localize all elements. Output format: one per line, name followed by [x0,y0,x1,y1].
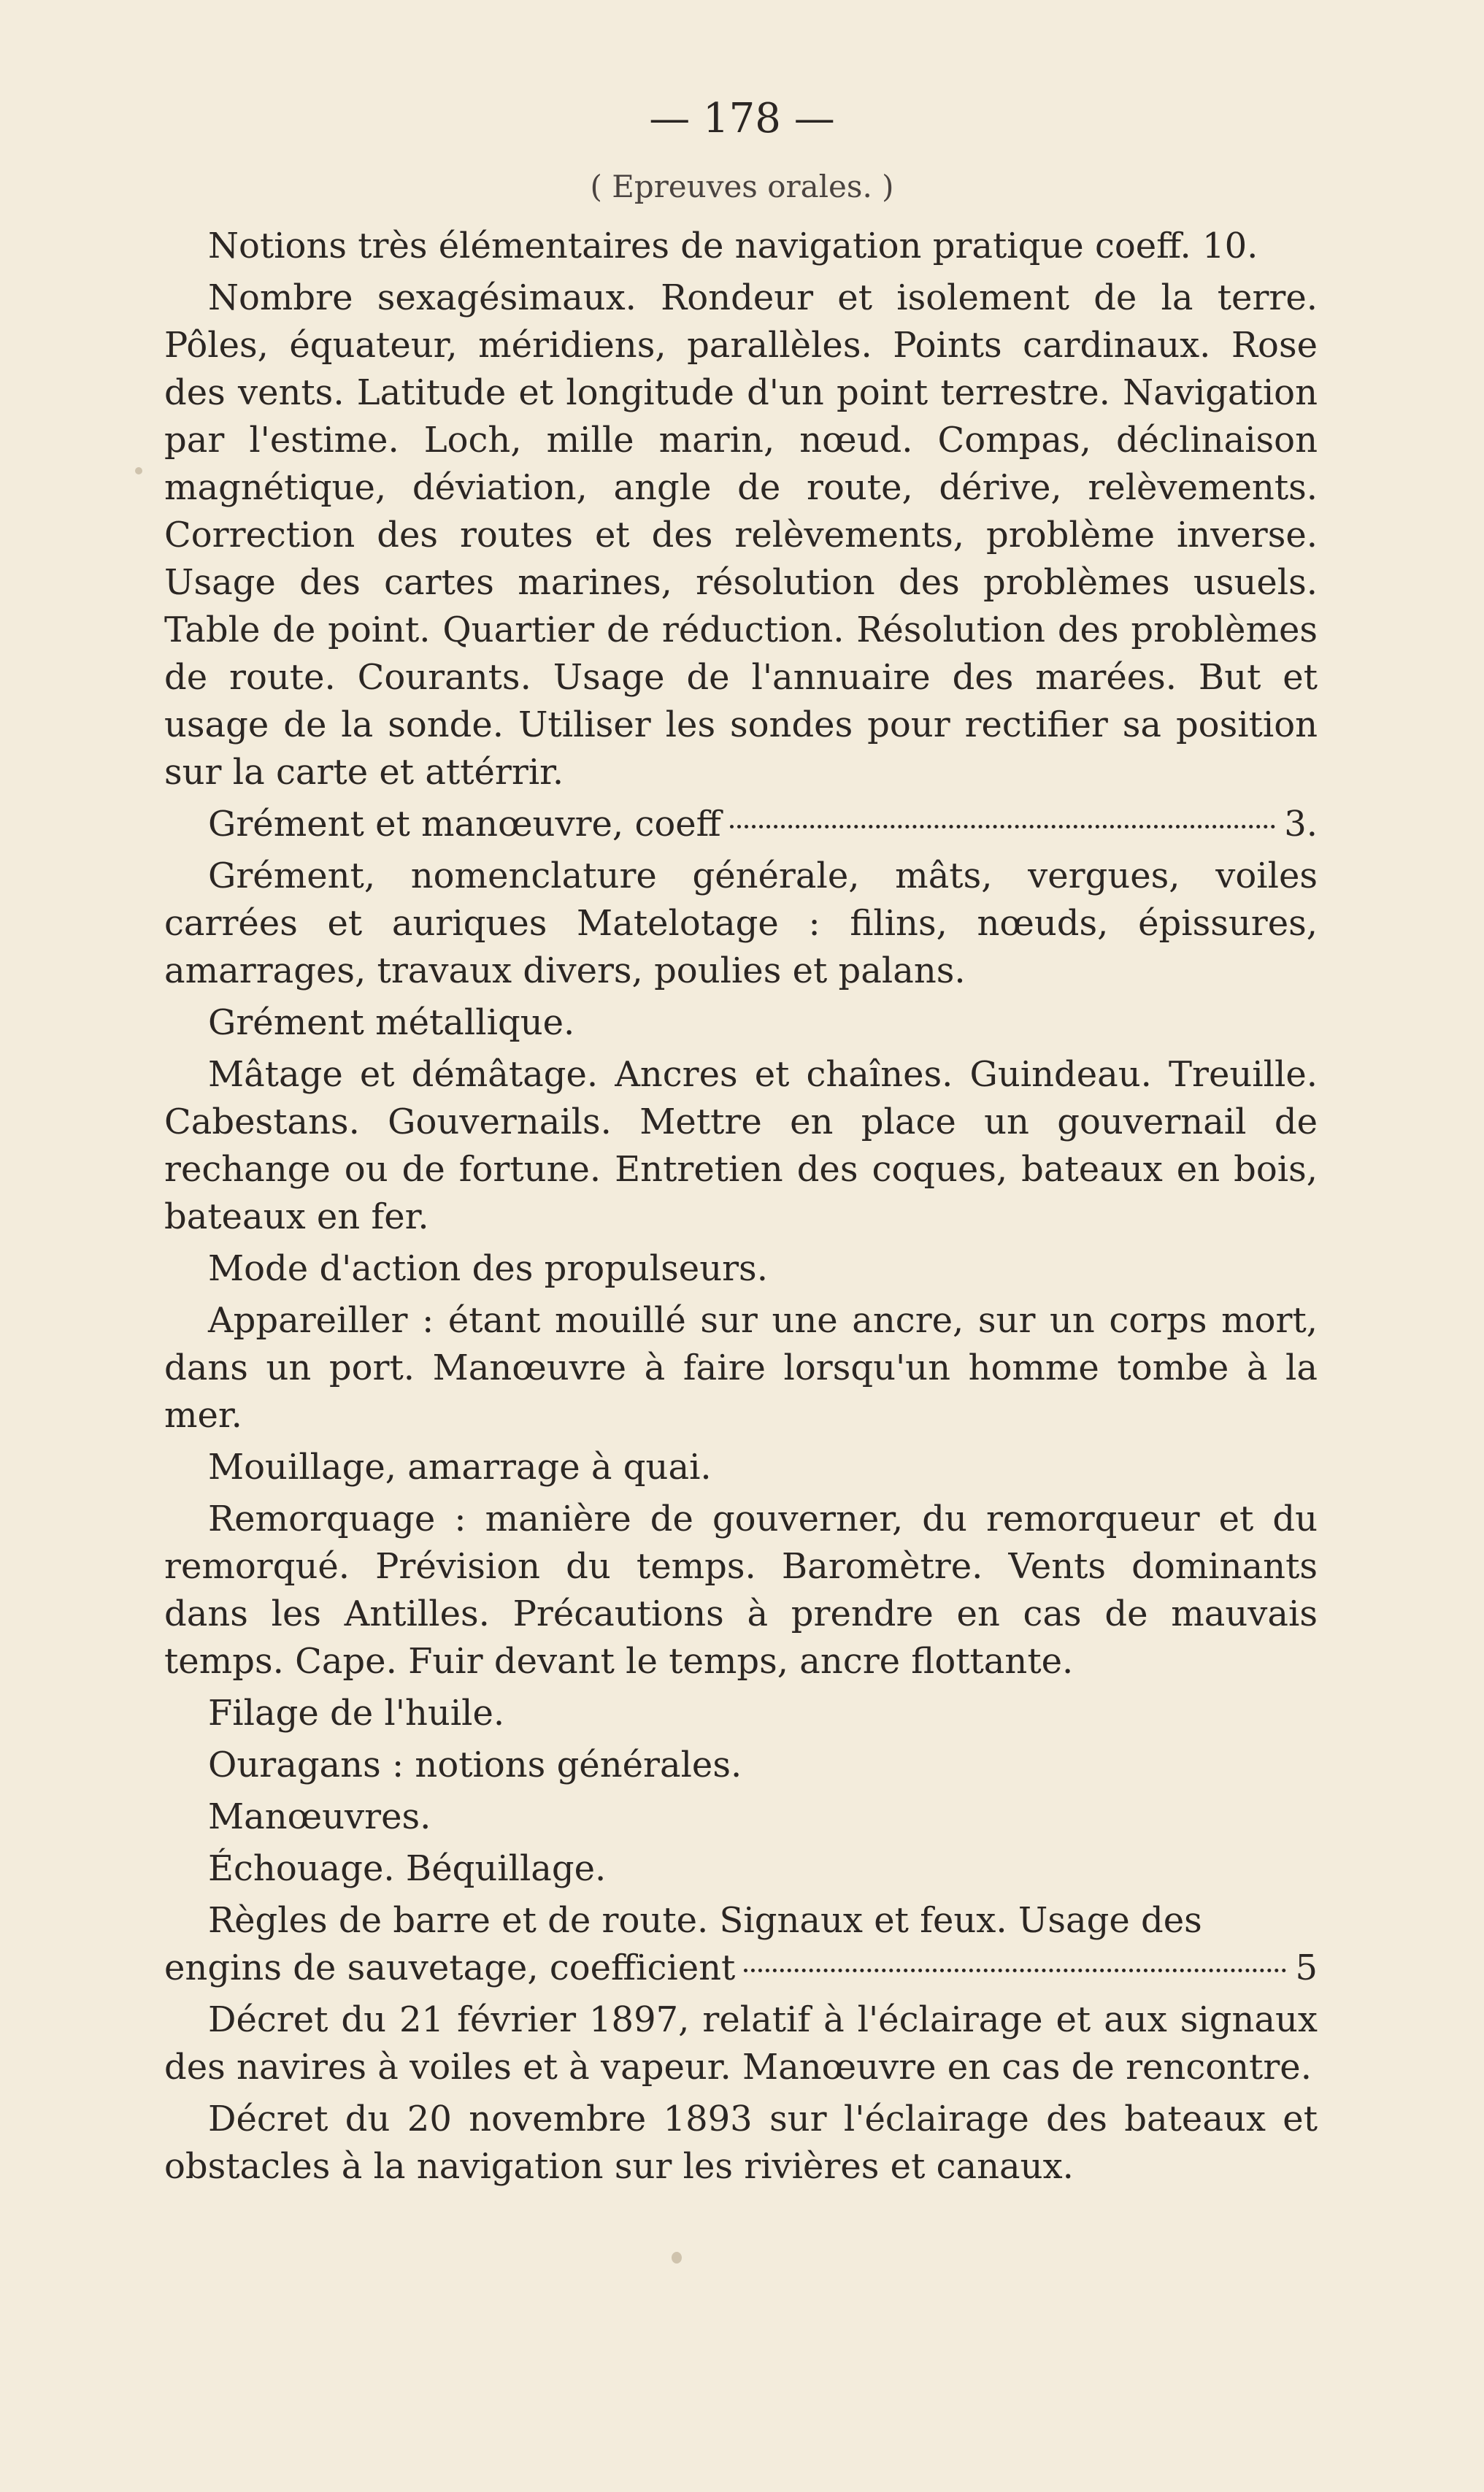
paragraph-ouragans: Ouragans : notions générales. [208,1745,742,1785]
paragraph-propulseurs: Mode d'action des propulseurs. [208,1248,768,1289]
paragraph-grement-metallique: Grément métallique. [208,1002,575,1043]
paragraph-navigation-topics: Nombre sexagésimaux. Rondeur et isolement de la terre. Pôles, équateur, méridiens, parallèles. Points cardinaux. Rose des vents. Latitude et longitude d'un point terrestre. Navigation par l'estime. Loch, mille marin, nœud. Compas, déclinaison magnétique, déviation, angle de route, dérive, relèvements. Correction des routes et des relèvements, problème inverse. Usage des cartes marines, résolution des problèmes usuels. Table de point. Quartier de réduction. Résolution des problèmes de route. Courants. Usage de l'annuaire des marées. But et usage de la sonde. Utiliser les sondes pour rectifier sa position sur la carte et attérrir. [164,277,1318,793]
paper-spot [672,2252,682,2264]
leader-label: engins de sauvetage, coefficient [164,1947,736,1988]
dot-leader [730,824,1275,828]
dot-leader [744,1968,1286,1972]
paragraph-navigation-heading: Notions très élémentaires de navigation pratique coeff. 10. [208,226,1258,266]
paragraph-remorquage: Remorquage : manière de gouverner, du remorqueur et du remorqué. Prévision du temps. Baromètre. Vents dominants dans les Antilles. Précautions à prendre en cas de mauvais temps. Cape. Fuir devant le temps, ancre flottante. [164,1499,1318,1682]
page-number: — 178 — [649,95,835,142]
leader-line-sauvetage [164,1945,1318,1996]
paragraph-filage: Filage de l'huile. [208,1693,505,1734]
section-subtitle: ( Epreuves orales. ) [590,169,894,204]
paper-spot [135,467,142,474]
paragraph-manoeuvres: Manœuvres. [208,1796,431,1837]
paragraph-decret-1897: Décret du 21 février 1897, relatif à l'éclairage et aux signaux des navires à voiles et à vapeur. Manœuvre en cas de rencontre. [164,1999,1318,2088]
leader-value: 5 [1295,1947,1318,1988]
paragraph-matage: Mâtage et démâtage. Ancres et chaînes. Guindeau. Treuille. Cabestans. Gouvernails. Mettre en place un gouvernail de rechange ou de fortune. Entretien des coques, bateaux en bois, bateaux en fer. [164,1054,1318,1237]
paragraph-decret-1893: Décret du 20 novembre 1893 sur l'éclairage des bateaux et obstacles à la navigation sur les rivières et canaux. [164,2099,1318,2187]
body-text [164,223,1318,2195]
paragraph-appareiller: Appareiller : étant mouillé sur une ancre, sur un corps mort, dans un port. Manœuvre à faire lorsqu'un homme tombe à la mer. [164,1300,1318,1436]
paragraph-echouage: Échouage. Béquillage. [208,1848,607,1889]
leader-value: 3. [1284,804,1318,845]
paragraph-grement-nomenclature: Grément, nomenclature générale, mâts, vergues, voiles carrées et auriques Matelotage : filins, nœuds, épissures, amarrages, travaux divers, poulies et palans. [164,855,1318,991]
paragraph-regles: Règles de barre et de route. Signaux et feux. Usage des [208,1900,1202,1941]
paragraph-mouillage: Mouillage, amarrage à quai. [208,1447,712,1488]
leader-label: Grément et manœuvre, coeff [208,804,721,845]
leader-line-grement [164,801,1318,853]
